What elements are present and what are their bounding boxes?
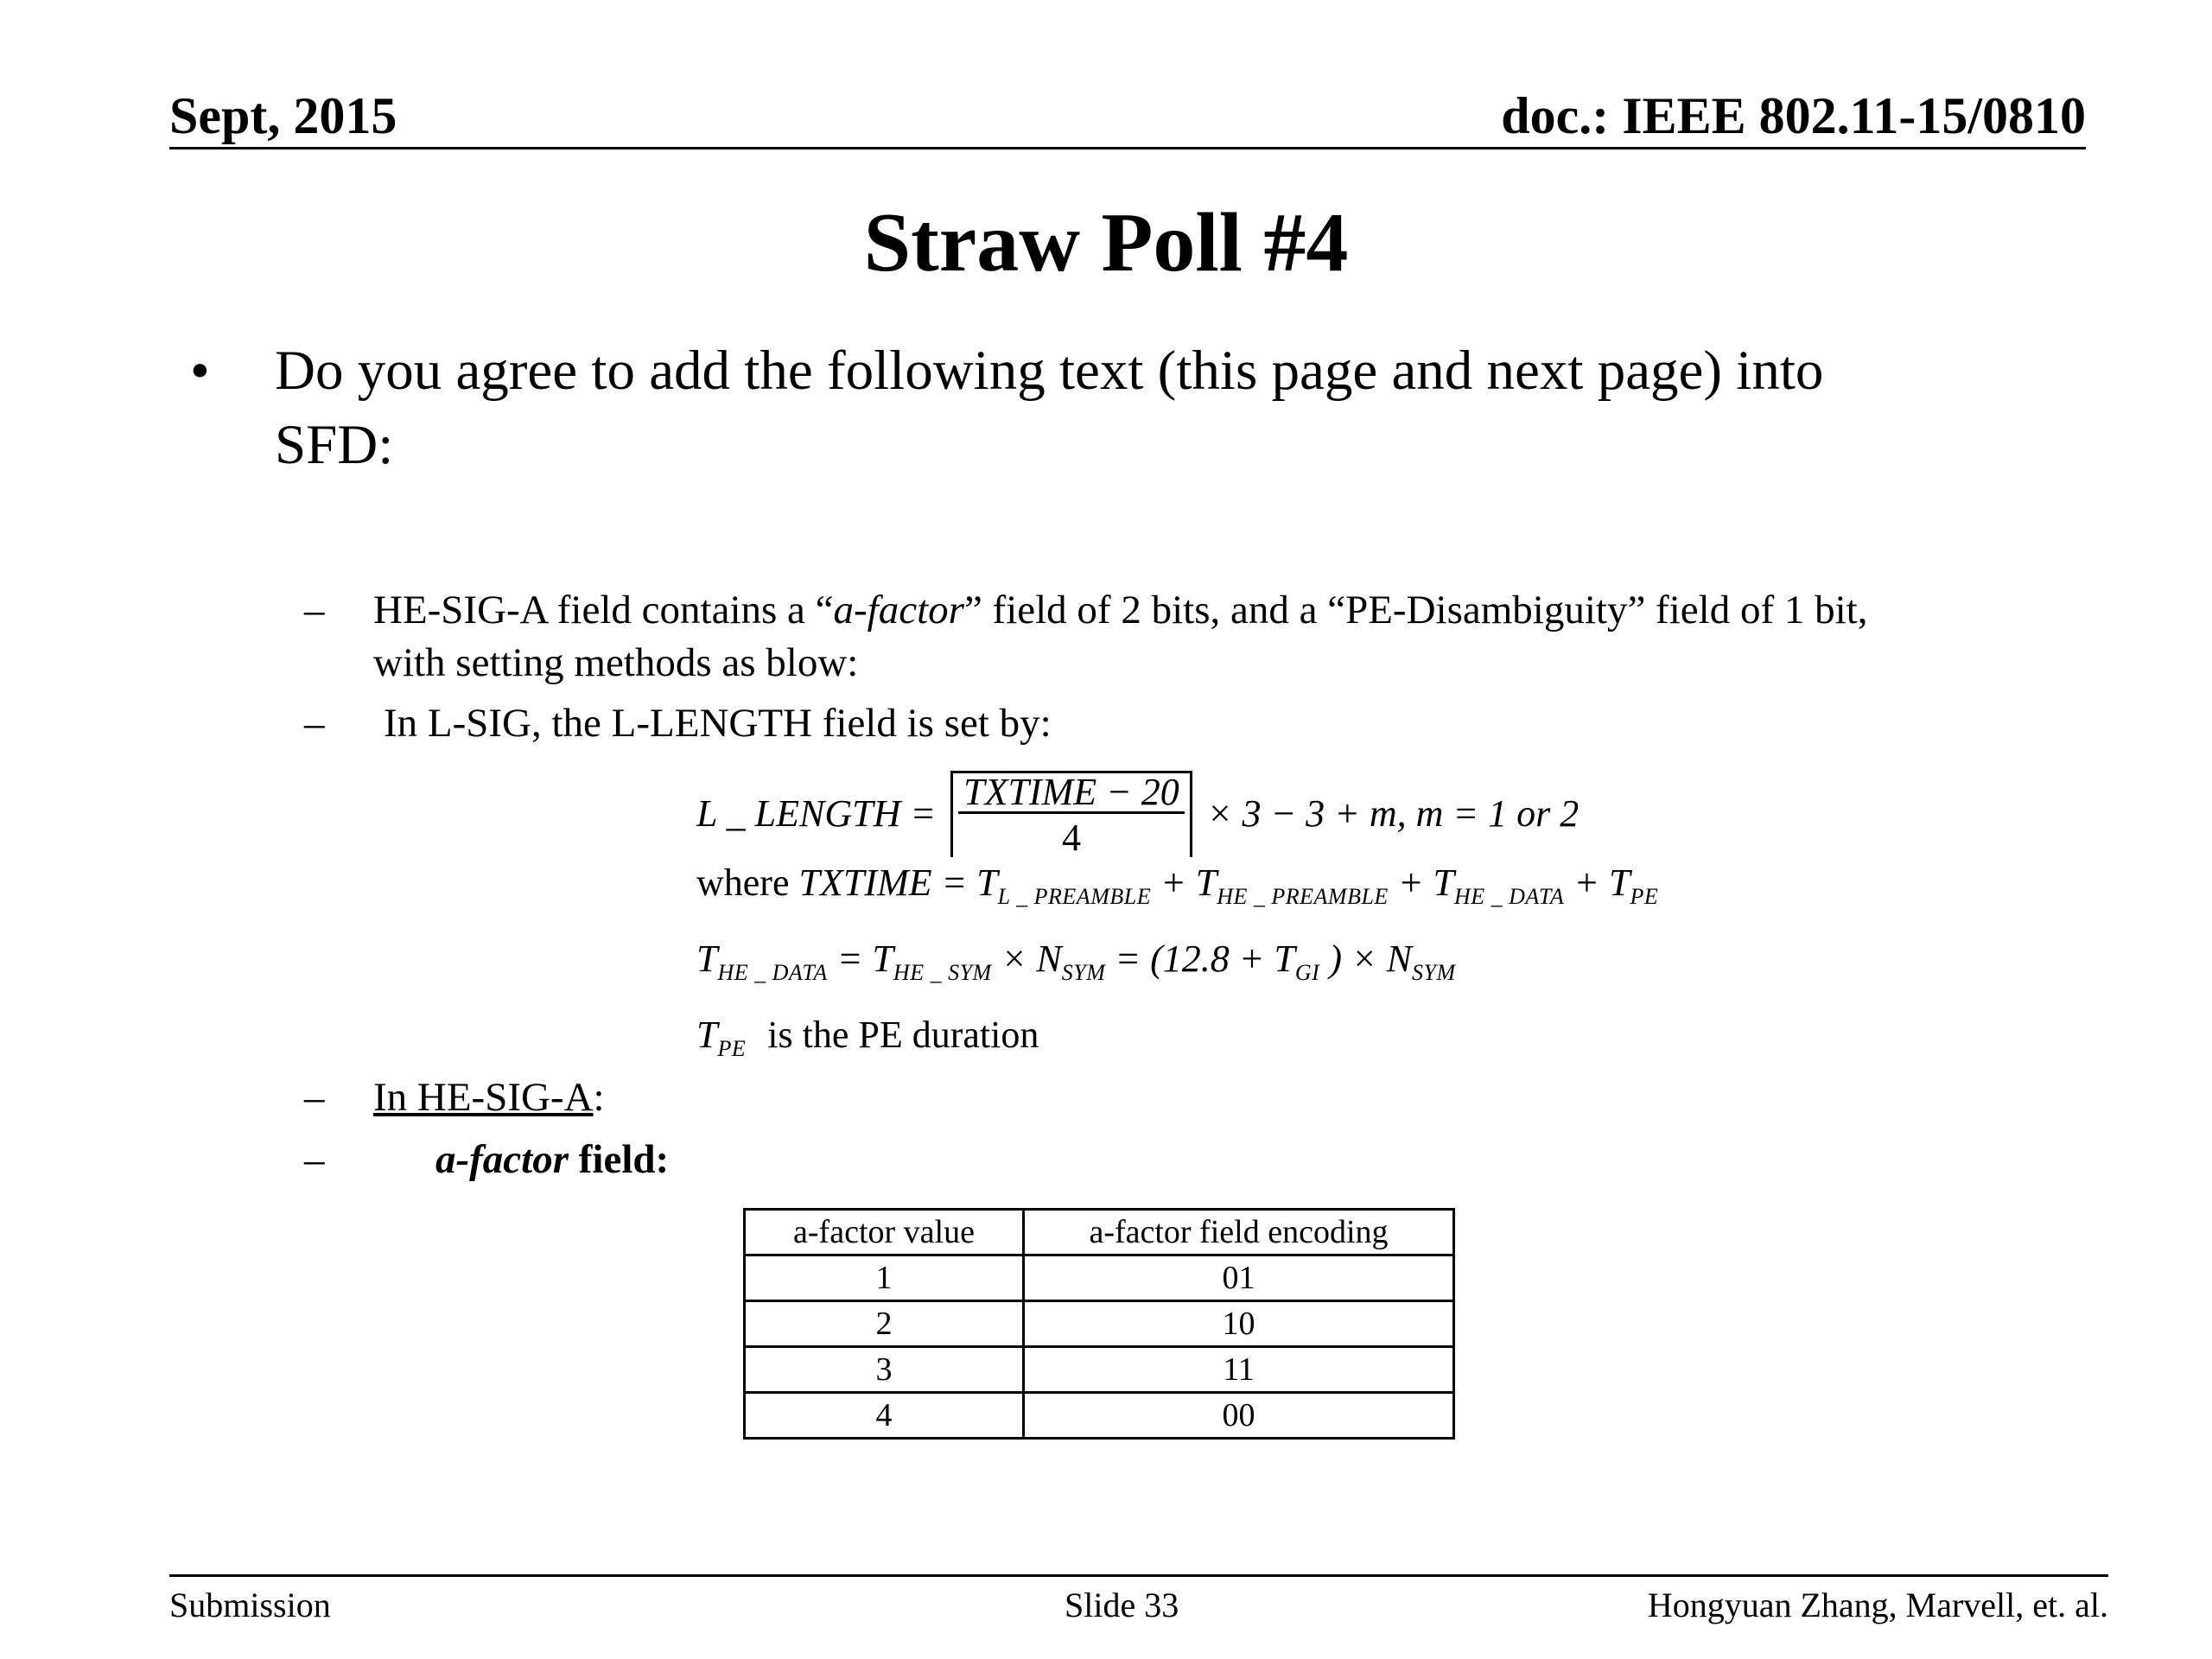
footer-slide-number: Slide 33 — [1065, 1586, 1179, 1624]
dash-3: – — [304, 1075, 325, 1120]
table-cell: 4 — [745, 1393, 1024, 1439]
equation-txtime: where TXTIME = $T_{L \_ PREAMBLE} + T_{HE \_ PREAMBLE} + T_{HE \_ DATA} + T_{PE}$ — [696, 861, 1659, 909]
dash-4: – — [304, 1137, 325, 1182]
table-cell: 2 — [745, 1301, 1024, 1347]
table-row — [745, 1347, 1454, 1393]
table-header-row — [745, 1210, 1454, 1255]
question-text — [275, 334, 1823, 482]
item-1: HE-SIG-A field contains a “a-factor” field of 2 bits, and a “PE-Disambiguity” field of 1 bit, with setting methods as blow: — [373, 588, 1868, 685]
dash-2: – — [304, 701, 325, 746]
a-factor-table — [743, 1208, 1455, 1440]
dash-1: – — [304, 588, 325, 632]
table-cell: 11 — [1024, 1347, 1454, 1393]
equation-l-length: L _ LENGTH = $\frac{\text{TXTIME − 20}}{4}$ × 3 − 3 + m, m = 1 or 2 — [696, 771, 1580, 859]
equation-he-data: $T_{HE \_ DATA} = T_{HE \_ SYM} \times N_{SYM} = (12.8 + T_{GI}$ ) × $N_{SYM}$ — [696, 938, 1456, 985]
footer-authors: Hongyuan Zhang, Marvell, et. al. — [1647, 1586, 2108, 1624]
header-doc-id: doc.: IEEE 802.11-15/0810 — [1501, 87, 2086, 144]
table-row — [745, 1301, 1454, 1347]
table-cell: 00 — [1024, 1393, 1454, 1439]
table-row — [745, 1393, 1454, 1439]
question-line-2: SFD: — [275, 414, 394, 476]
table-header-value: a-factor value — [745, 1210, 1024, 1255]
bullet-dot: • — [190, 340, 210, 402]
question-line-1: Do you agree to add the following text (this page and next page) into — [275, 340, 1824, 402]
item-2: In L-SIG, the L-LENGTH field is set by: — [384, 701, 1052, 746]
table-header-encoding: a-factor field encoding — [1024, 1210, 1454, 1255]
table-cell: 10 — [1024, 1301, 1454, 1347]
table-cell: 3 — [745, 1347, 1024, 1393]
table-cell: 01 — [1024, 1255, 1454, 1301]
table-row — [745, 1255, 1454, 1301]
table-cell: 1 — [745, 1255, 1024, 1301]
footer-rule — [169, 1574, 2108, 1577]
footer-submission: Submission — [169, 1586, 331, 1624]
slide-title: Straw Poll #4 — [863, 196, 1349, 289]
header-date: Sept, 2015 — [169, 87, 397, 144]
equation-tpe: $T_{PE}$ is the PE duration — [696, 1014, 1039, 1061]
item-3: In HE-SIG-A: — [373, 1075, 605, 1120]
item-4: a-factor field: — [435, 1137, 670, 1182]
header-rule — [169, 147, 2086, 149]
